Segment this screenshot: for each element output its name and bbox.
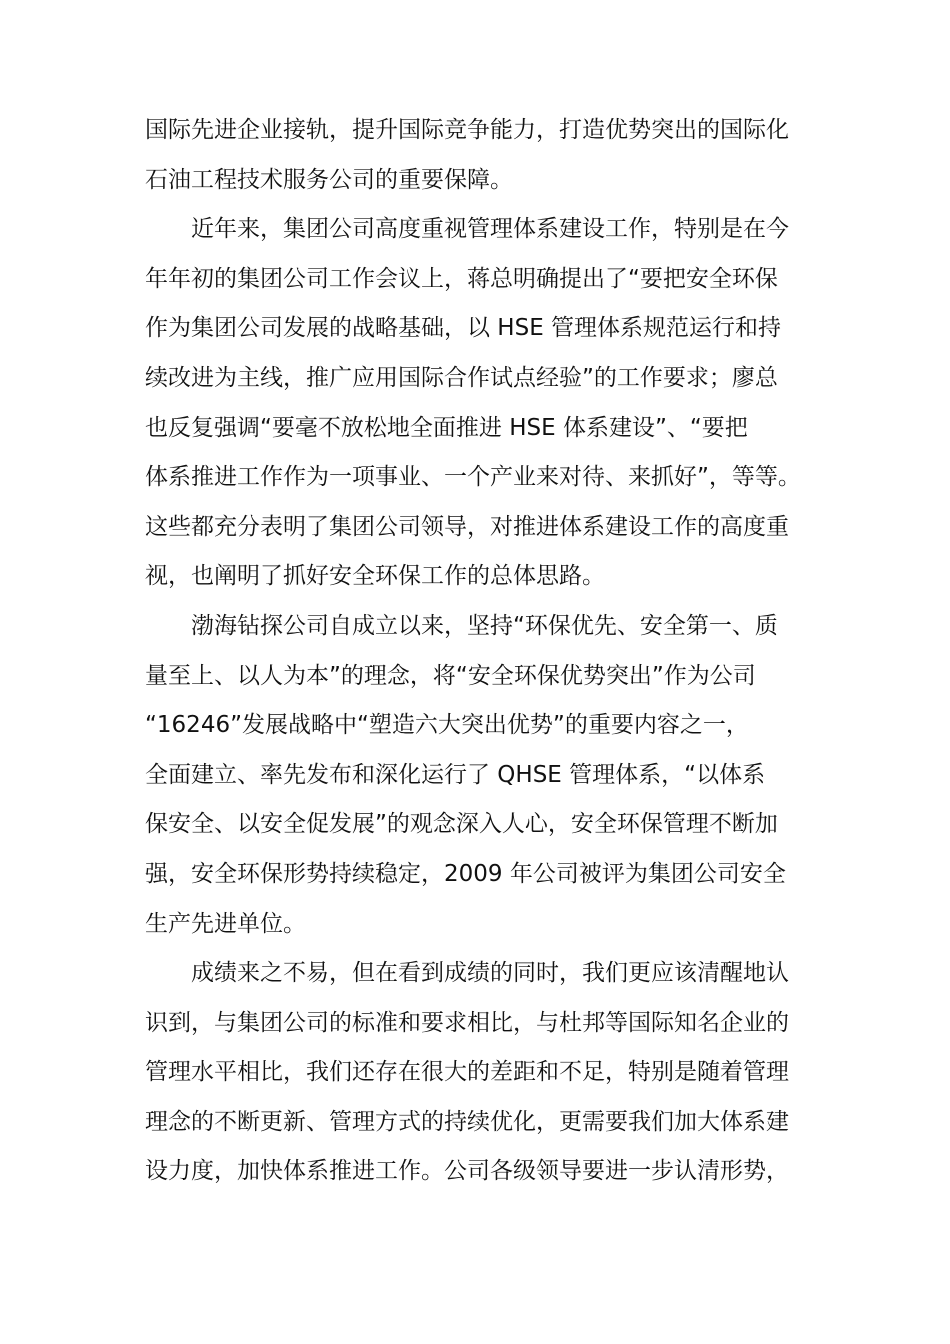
text-line: 保安全、以安全促发展”的观念深入人心，安全环保管理不断加	[145, 811, 778, 838]
text-line: 体系推进工作作为一项事业、一个产业来对待、来抓好”，等等。	[145, 464, 801, 491]
text-line: 生产先进单位。	[145, 910, 306, 937]
paragraph-first-line: 成绩来之不易，但在看到成绩的同时，我们更应该清醒地认	[191, 960, 789, 987]
text-line: 国际先进企业接轨，提升国际竞争能力，打造优势突出的国际化	[145, 117, 789, 143]
text-line: 识到，与集团公司的标准和要求相比，与杜邦等国际知名企业的	[145, 1009, 789, 1036]
paragraph-first-line: 渤海钻探公司自成立以来，坚持“环保优先、安全第一、质	[191, 612, 778, 639]
text-line: 理念的不断更新、管理方式的持续优化，更需要我们加大体系建	[145, 1108, 789, 1135]
text-line: 作为集团公司发展的战略基础，以 HSE 管理体系规范运行和持	[145, 315, 782, 342]
text-line: 续改进为主线，推广应用国际合作试点经验”的工作要求；廖总	[145, 364, 778, 391]
text-line: 这些都充分表明了集团公司领导，对推进体系建设工作的高度重	[145, 513, 789, 540]
text-line: 管理水平相比，我们还存在很大的差距和不足，特别是随着管理	[145, 1059, 789, 1086]
text-line: “16246”发展战略中“塑造六大突出优势”的重要内容之一，	[145, 712, 749, 739]
text-line: 石油工程技术服务公司的重要保障。	[145, 166, 513, 193]
text-line: 全面建立、率先发布和深化运行了 QHSE 管理体系，“以体系	[145, 761, 766, 788]
text-line: 设力度，加快体系推进工作。公司各级领导要进一步认清形势，	[145, 1158, 789, 1185]
paragraph-first-line: 近年来，集团公司高度重视管理体系建设工作，特别是在今	[191, 216, 789, 243]
text-line: 也反复强调“要毫不放松地全面推进 HSE 体系建设”、“要把	[145, 414, 748, 441]
text-line: 量至上、以人为本”的理念，将“安全环保优势突出”作为公司	[145, 662, 756, 689]
text-line: 视，也阐明了抓好安全环保工作的总体思路。	[145, 563, 605, 590]
text-line: 强，安全环保形势持续稳定，2009 年公司被评为集团公司安全	[145, 860, 786, 887]
text-line: 年年初的集团公司工作会议上，蒋总明确提出了“要把安全环保	[145, 265, 778, 292]
document-body	[145, 106, 815, 1197]
